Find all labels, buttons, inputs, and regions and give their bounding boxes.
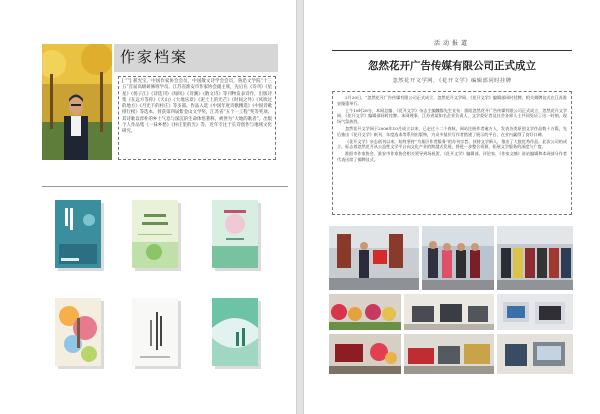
author-portrait [42, 44, 112, 160]
profile-header [114, 44, 278, 72]
article-paragraph: 忽然花开文学网于2006年10月成立以来，已走过十二个春秋，网站注册作者逾万人，发表各类原创文学作品数十万篇，先后推出《花开文学》纸刊、年度选本等系列出版物，为众多基层写作者搭建了展示的平台，在业内赢得了良好口碑。 [337, 125, 567, 137]
article-paragraph: 《花开文学》杂志创刊以来，始终坚持“为基层作者服务”的办刊宗旨，扶持文学新人，推出了大批优秀作品。此次公司的成立，标志着忽然花开从公益性文学平台向文化产业的跨越式发展，将进一步整合资源，拓展文学服务的深度与广度。 [337, 138, 567, 150]
event-photo [404, 334, 494, 374]
profile-bio: [ “”] 郝光宝，中国作家协会会员，中国散文诗学会会员，鲁迅文学院“十三五”首届高级研修班学员。江苏省淮安市作家协会副主席，先后在《诗刊》《星星》《扬子江》《诗选刊》《绿风》《诗潮》《散文诗》等刊物发表诗作，出版诗集《在远方等你》《天山》《大地乐章》《泥土上的光芒》《时间之外》《风吹过的地方》《月光下的村庄》等多部。作品入选《中国年度诗歌精选》《中国诗歌排行榜》等选本，曾获第四届紫金山文学奖、江苏省“五个一工程”奖等奖项。其诗歌以淳朴的乡土气息与深沉的生命体悟著称，被誉为“大地的歌者”。出版个人作品集《一抹乡愁》《村庄里的光》等，近年专注于长诗创作与地域文化研究。 [118, 76, 276, 160]
article-subhead: 忽然花开文学网、《花开文学》编辑部同时挂牌 [392, 78, 512, 84]
right-page [304, 0, 600, 414]
event-photo [329, 294, 401, 330]
event-photo [329, 334, 401, 374]
headline-rule [332, 50, 572, 51]
profile-title: 作家档案 [120, 48, 189, 66]
book-spine [296, 0, 304, 414]
article-headline: 忽然花开广告传媒有限公司正式成立 [368, 60, 536, 72]
section-divider [42, 186, 288, 187]
event-photo [497, 294, 573, 330]
book-cover [132, 298, 182, 370]
article-paragraph: 淮阳市作家协会、淮安市作家协会相关领导到场祝贺，《花开文学》编辑部、评论家、《作家文摘》驻站编辑和本网部分作者代表出席了揭牌仪式。 [337, 151, 567, 162]
book-cover [55, 200, 105, 272]
event-photo [329, 226, 419, 290]
event-photo [497, 226, 573, 290]
article-body [332, 91, 572, 215]
book-cover [132, 200, 182, 272]
left-page [0, 0, 296, 414]
event-photo [422, 226, 494, 290]
author-profile [42, 44, 278, 164]
article-paragraph: 上午10时28分，本网总编、《花开文学》杂志主编魏都先生宣布：淮阳忽然花开广告传媒有限公司正式成立，忽然花开文学网、《花开文学》编辑部同时挂牌。本网理事、江苏省某知名企业负责人、文学爱好者及社会各界人士共同见证了这一时刻，现场气氛热烈。 [337, 107, 567, 125]
section-kicker: 活动报道 [433, 40, 470, 47]
book-cover [212, 298, 262, 370]
book-cover [212, 200, 262, 272]
book-cover [55, 298, 105, 370]
event-photo [497, 334, 573, 374]
article-paragraph: 2月20日，“忽然花开广告传媒有限公司正式成立，忽然花开文学网、《花开文学》编辑部同时挂牌，相关揭牌仪式在江苏淮安隆重举行。 [337, 95, 567, 106]
event-photo [404, 294, 494, 330]
